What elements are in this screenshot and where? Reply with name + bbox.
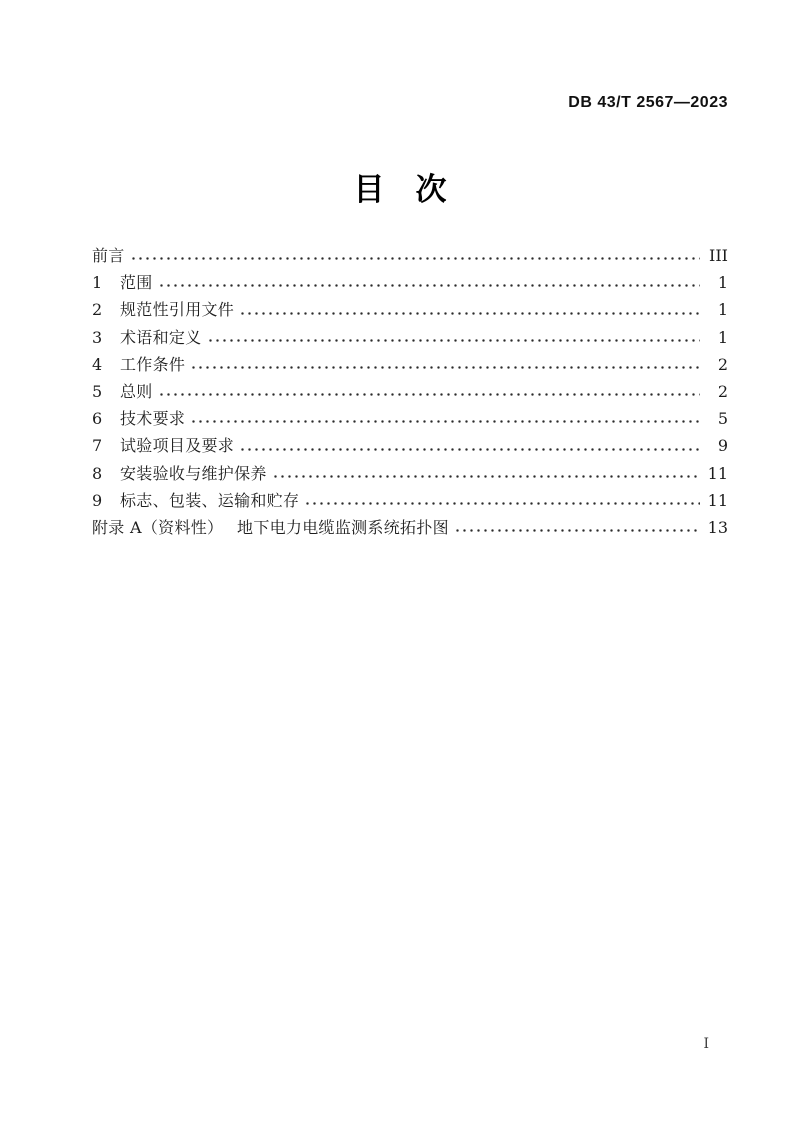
page-title: 目 次 [353, 172, 447, 207]
toc-entry-page: 13 [707, 517, 728, 537]
toc-entry-label: 前言 [92, 246, 125, 265]
dot-leader [238, 296, 700, 323]
toc-entry-label: 工作条件 [120, 354, 186, 374]
dot-leader [206, 324, 700, 351]
toc-entry-label: 标志、包装、运输和贮存 [120, 490, 300, 510]
dot-leader [157, 378, 700, 405]
toc-entry-label: 总则 [120, 381, 153, 401]
toc-entry-number: 6 [92, 409, 103, 429]
toc-entry-label: 试验项目及要求 [120, 436, 235, 456]
dot-leader [157, 269, 700, 296]
toc-entry [92, 324, 728, 351]
toc-entry [92, 378, 728, 405]
toc-entry-page: 2 [717, 381, 728, 401]
toc-entry [92, 405, 728, 432]
toc-entry [92, 296, 728, 323]
toc-entry-page: 9 [717, 436, 728, 456]
toc-entry-page: 11 [707, 490, 728, 510]
toc-entry-number: 9 [92, 490, 103, 510]
toc-entry-number: 1 [92, 273, 103, 293]
toc-entry-page: 1 [717, 300, 728, 320]
footer-page-number: I [703, 1036, 709, 1052]
toc-entry-number: 8 [92, 463, 103, 483]
doc-number: DB 43/T 2567—2023 [568, 94, 728, 111]
toc-entry-page: 1 [717, 273, 728, 293]
toc-entry [92, 460, 728, 487]
toc-entry-page: III [709, 246, 728, 265]
toc-entry [92, 242, 728, 269]
toc-entry-number: 4 [92, 354, 103, 374]
toc-entry [92, 487, 728, 514]
toc-entry-number: 2 [92, 300, 103, 320]
dot-leader [271, 460, 700, 487]
toc-entry-page: 2 [717, 354, 728, 374]
dot-leader [303, 487, 700, 514]
toc-entry [92, 432, 728, 459]
toc-entry-page: 5 [717, 409, 728, 429]
toc-entry-number: 5 [92, 381, 103, 401]
toc-entry [92, 514, 728, 541]
toc-entry-page: 11 [707, 463, 728, 483]
dot-leader [189, 351, 700, 378]
dot-leader [238, 432, 700, 459]
dot-leader [189, 405, 700, 432]
toc-entry-label: 附录 A（资料性） 地下电力电缆监测系统拓扑图 [92, 517, 449, 537]
toc-entry-number: 3 [92, 327, 103, 347]
toc-entry-label: 规范性引用文件 [120, 300, 235, 320]
toc-entry-label: 术语和定义 [120, 327, 202, 347]
dot-leader [453, 514, 700, 541]
dot-leader [129, 242, 700, 269]
toc-entry-label: 范围 [120, 273, 153, 293]
toc-entry-page: 1 [717, 327, 728, 347]
toc-entry-number: 7 [92, 436, 103, 456]
toc-entry-label: 技术要求 [120, 409, 186, 429]
toc-entry [92, 269, 728, 296]
toc-entry-label: 安装验收与维护保养 [120, 463, 267, 483]
toc-list [92, 242, 728, 541]
toc-entry [92, 351, 728, 378]
